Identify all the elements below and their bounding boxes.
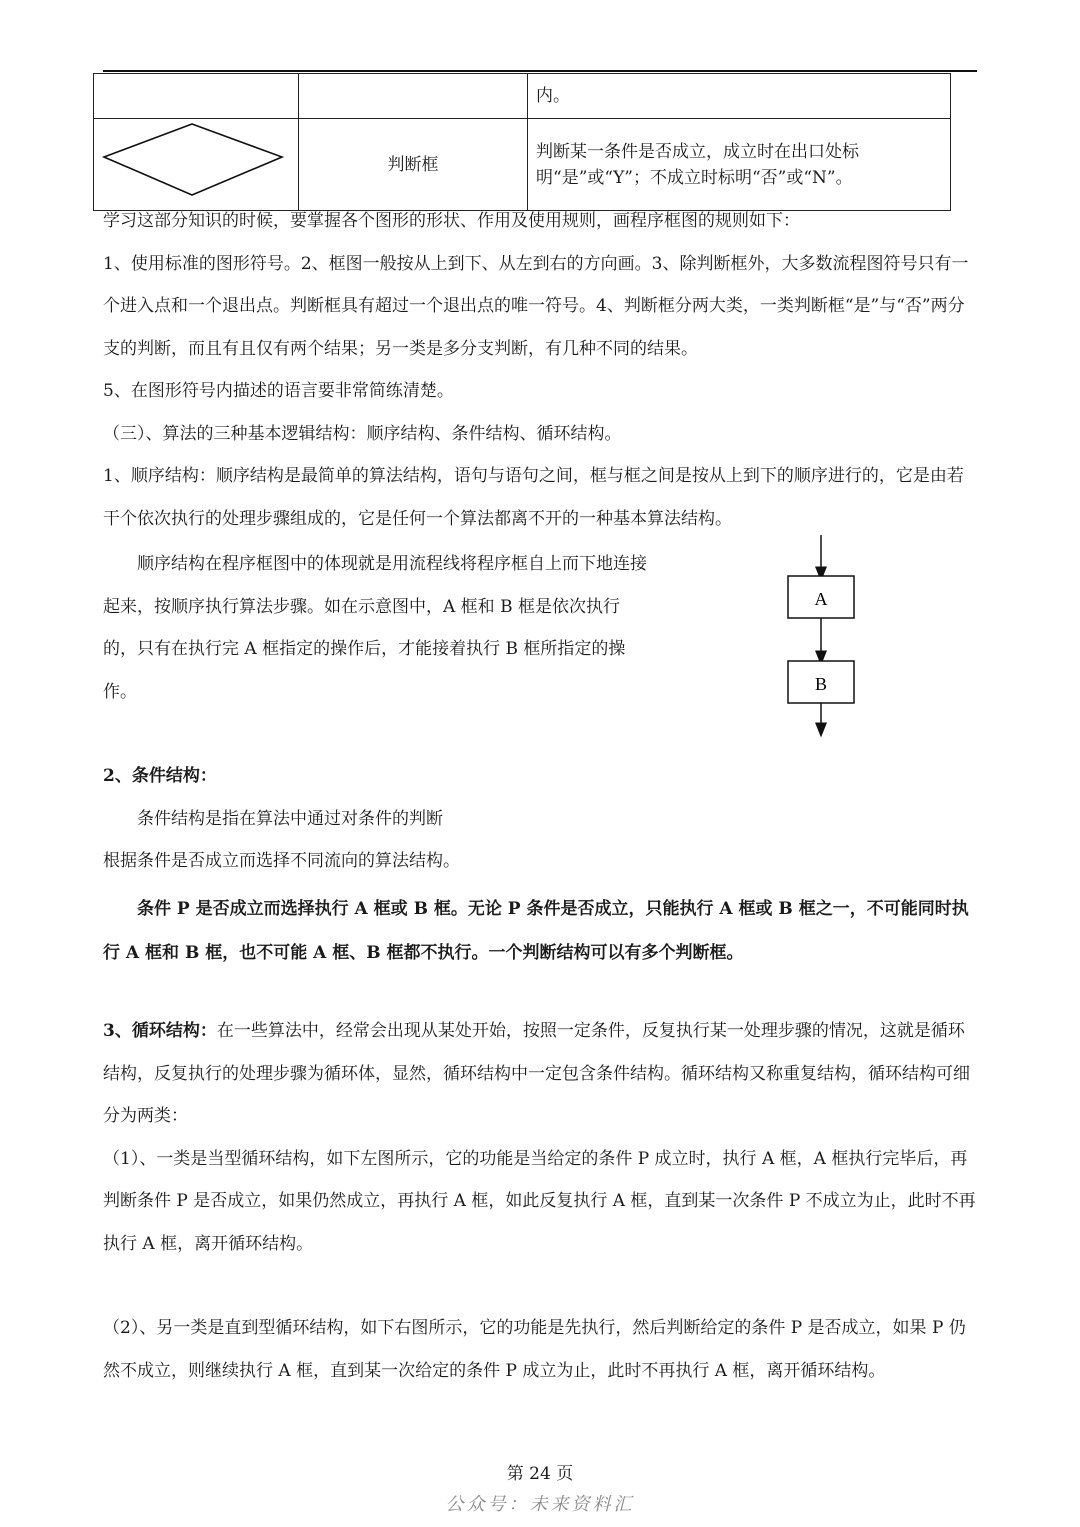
loop-text: 在一些算法中，经常会出现从某处开始，按照一定条件，反复执行某一处理步骤的情况，这就是循环结构，反复执行的处理步骤为循环体，显然，循环结构中一定包含条件结构。循环结构又称重复结构，循环结构可细分为两类： — [103, 1021, 970, 1126]
desc-cell: 内。 — [528, 74, 951, 119]
flowchart-symbol-table — [93, 73, 951, 211]
intro-text: 学习这部分知识的时候，要掌握各个图形的形状、作用及使用规则，画程序框图的规则如下： — [103, 211, 800, 231]
name-cell — [299, 74, 528, 119]
loop-block — [103, 1010, 979, 1265]
brand-watermark: 公众号：未来资料汇 — [445, 1494, 635, 1515]
top-rule — [103, 70, 977, 72]
conditional-title: 2、条件结构： — [103, 766, 217, 786]
table-row — [94, 74, 951, 119]
loop-type2: （2）、另一类是直到型循环结构，如下右图所示，它的功能是先执行，然后判断给定的条件 P 是否成立，如果 P 仍然不成立，则继续执行 A 框，直到某一次给定的条件 P 成立为止，此时不再执行 A 框，离开循环结构。 — [103, 1318, 966, 1381]
symbol-cell — [94, 119, 299, 211]
loop-title: 3、循环结构： — [103, 1021, 217, 1041]
conditional-bold-paragraph: 条件 P 是否成立而选择执行 A 框或 B 框。无论 P 条件是否成立，只能执行 A 框或 B 框之一，不可能同时执行 A 框和 B 框，也不可能 A 框、B 框都不执行。一个判断结构可以有多个判断框。 — [103, 898, 969, 963]
loop-paragraph — [103, 1010, 979, 1138]
page-number: 第 24 页 — [506, 1464, 574, 1484]
loop-type1: （1）、一类是当型循环结构，如下左图所示，它的功能是当给定的条件 P 成立时，执行 A 框，A 框执行完毕后，再判断条件 P 是否成立，如果仍然成立，再执行 A 框，如此反复执行 A 框，直到某一次条件 P 不成立为止，此时不再执行 A 框，离开循环结构。 — [103, 1148, 976, 1254]
sequential-paragraph: 1、顺序结构：顺序结构是最简单的算法结构，语句与语句之间，框与框之间是按从上到下的顺序进行的，它是由若干个依次执行的处理步骤组成的，它是任何一个算法都离不开的一种基本算法结构。 — [103, 466, 964, 529]
conditional-block — [103, 755, 979, 975]
rules-text: 1、使用标准的图形符号。2、框图一般按从上到下、从左到右的方向画。3、除判断框外，大多数流程图符号只有一个进入点和一个退出点。判断框具有超过一个退出点的唯一符号。4、判断框分两大类，一类判断框“是”与“否”两分支的判断，而且有且仅有两个结果；另一类是多分支判断，有几种不同的结果。 — [103, 253, 969, 359]
sequence-diagram — [780, 530, 860, 740]
rule5-text: 5、在图形符号内描述的语言要非常简练清楚。 — [103, 381, 454, 401]
box-a-label: A — [814, 589, 828, 609]
table-row — [94, 119, 951, 211]
sequential-explain-text: 顺序结构在程序框图中的体现就是用流程线将程序框自上而下地连接起来，按顺序执行算法步骤。如在示意图中，A 框和 B 框是依次执行的，只有在执行完 A 框指定的操作后，才能接着执行 B 框所指定的操作。 — [103, 554, 647, 702]
symbol-cell — [94, 74, 299, 119]
loop-type2-block — [103, 1307, 979, 1392]
box-b-label: B — [814, 674, 828, 694]
desc-cell: 判断某一条件是否成立，成立时在出口处标明“是”或“Y”；不成立时标明“否”或“N”。 — [528, 119, 951, 211]
decision-diamond-icon — [94, 119, 298, 202]
name-cell: 判断框 — [299, 119, 528, 211]
intro-block — [103, 200, 979, 540]
conditional-line2: 根据条件是否成立而选择不同流向的算法结构。 — [103, 851, 460, 871]
conditional-line1: 条件结构是指在算法中通过对条件的判断 — [137, 808, 443, 829]
section-heading: （三）、算法的三种基本逻辑结构：顺序结构、条件结构、循环结构。 — [103, 423, 622, 444]
sequential-explanation — [103, 543, 648, 713]
